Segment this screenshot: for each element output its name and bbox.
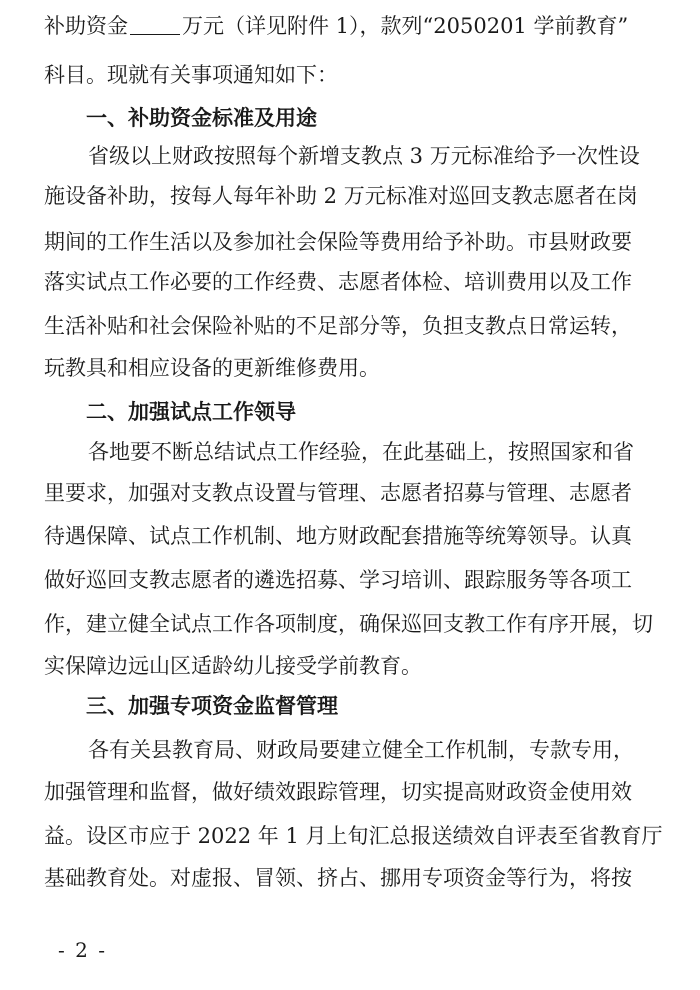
paragraph-line: 里要求，加强对支教点设置与管理、志愿者招募与管理、志愿者 xyxy=(44,481,632,505)
paragraph-line: 生活补贴和社会保险补贴的不足部分等，负担支教点日常运转， xyxy=(44,314,632,338)
line-text-after-blank: 万元（详见附件 1），款列“2050201 学前教育” xyxy=(182,14,629,38)
paragraph-line: 各地要不断总结试点工作经验，在此基础上，按照国家和省 xyxy=(88,440,634,464)
paragraph-line: 省级以上财政按照每个新增支教点 3 万元标准给予一次性设 xyxy=(88,144,640,168)
paragraph-line: 基础教育处。对虚报、冒领、挤占、挪用专项资金等行为，将按 xyxy=(44,866,632,890)
amount-blank xyxy=(130,14,180,35)
body-line-1 xyxy=(44,10,664,42)
paragraph-line: 玩教具和相应设备的更新维修费用。 xyxy=(44,356,380,380)
section-heading-2: 二、加强试点工作领导 xyxy=(86,400,296,424)
paragraph-line: 加强管理和监督，做好绩效跟踪管理，切实提高财政资金使用效 xyxy=(44,780,632,804)
paragraph-line: 各有关县教育局、财政局要建立健全工作机制，专款专用， xyxy=(88,738,634,762)
paragraph-line: 落实试点工作必要的工作经费、志愿者体检、培训费用以及工作 xyxy=(44,270,632,294)
section-heading-1: 一、补助资金标准及用途 xyxy=(86,106,317,130)
paragraph-line: 施设备补助，按每人每年补助 2 万元标准对巡回支教志愿者在岗 xyxy=(44,184,638,208)
page-number: - 2 - xyxy=(58,938,107,962)
paragraph-line: 期间的工作生活以及参加社会保险等费用给予补助。市县财政要 xyxy=(44,230,632,254)
paragraph-line: 做好巡回支教志愿者的遴选招募、学习培训、跟踪服务等各项工 xyxy=(44,568,632,592)
section-heading-3: 三、加强专项资金监督管理 xyxy=(86,694,338,718)
line-text-before-blank: 补助资金 xyxy=(44,14,128,38)
paragraph-line: 益。设区市应于 2022 年 1 月上旬汇总报送绩效自评表至省教育厅 xyxy=(44,824,663,848)
paragraph-line: 作，建立健全试点工作各项制度，确保巡回支教工作有序开展，切 xyxy=(44,612,653,636)
paragraph-line: 实保障边远山区适龄幼儿接受学前教育。 xyxy=(44,654,422,678)
paragraph-line: 待遇保障、试点工作机制、地方财政配套措施等统筹领导。认真 xyxy=(44,524,632,548)
body-line-2: 科目。现就有关事项通知如下： xyxy=(44,63,338,87)
